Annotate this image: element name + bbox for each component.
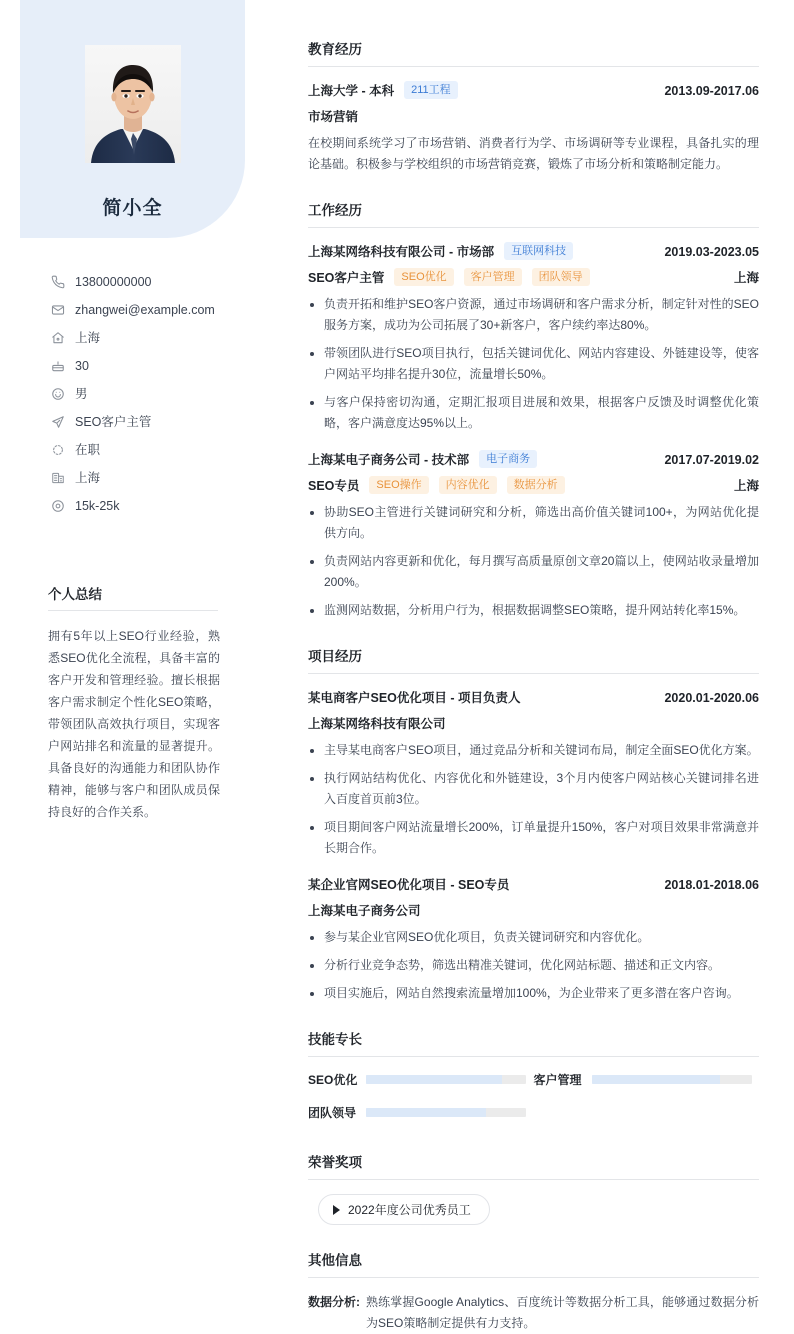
project-bullets <box>308 740 759 859</box>
industry-tag: 电子商务 <box>479 450 537 468</box>
projects-section <box>308 645 759 1004</box>
list-item: 负责开拓和维护SEO客户资源，通过市场调研和客户需求分析，制定针对性的SEO服务方案，成功为公司拓展了30+新客户，客户续约率达80%。 <box>308 294 759 336</box>
skill-label: SEO优化 <box>308 1073 358 1087</box>
work-location: 上海 <box>733 479 759 493</box>
contact-value: 上海 <box>75 330 101 345</box>
list-item: 负责网站内容更新和优化，每月撰写高质量原创文章20篇以上，使网站收录量增加200%。 <box>308 551 759 593</box>
skill-item <box>308 1104 534 1121</box>
entry-left <box>308 81 458 99</box>
education-section <box>308 38 759 175</box>
list-item: 分析行业竞争态势，筛选出精准关键词，优化网站标题、描述和正文内容。 <box>308 955 759 976</box>
section-heading-honors: 荣誉奖项 <box>308 1151 759 1180</box>
status-icon <box>50 443 65 458</box>
section-heading-projects: 项目经历 <box>308 645 759 674</box>
skill-progress-fill <box>592 1075 720 1084</box>
list-item: 项目期间客户网站流量增长200%，订单量提升150%，客户对项目效果非常满意并长期合作。 <box>308 817 759 859</box>
skill-progress-bar <box>366 1108 526 1117</box>
company-name: 上海某电子商务公司 - 技术部 <box>308 453 470 467</box>
entry-position-row <box>308 476 759 494</box>
entry-left <box>308 450 537 468</box>
work-entry <box>308 450 759 621</box>
skill-item <box>534 1071 760 1088</box>
skill-item <box>308 1071 534 1088</box>
skills-grid <box>308 1071 759 1137</box>
summary-heading: 个人总结 <box>48 583 218 611</box>
building-icon <box>50 471 65 486</box>
contact-item-gender <box>50 380 290 408</box>
project-name: 某企业官网SEO优化项目 - SEO专员 <box>308 878 510 892</box>
contact-value: 15k-25k <box>75 498 120 513</box>
contact-value: 30 <box>75 358 89 373</box>
work-location: 上海 <box>733 271 759 285</box>
list-item: 监测网站数据，分析用户行为，根据数据调整SEO策略，提升网站转化率15%。 <box>308 600 759 621</box>
skill-label: 客户管理 <box>533 1073 582 1087</box>
skill-progress-bar <box>592 1075 752 1084</box>
contact-item-email <box>50 296 290 324</box>
skill-progress-bar <box>366 1075 526 1084</box>
contact-value: 上海 <box>75 470 101 485</box>
other-info-value: 熟练掌握Google Analytics、百度统计等数据分析工具，能够通过数据分析为SEO策略制定提供有力支持。 <box>366 1295 759 1330</box>
entry-header-row <box>308 81 759 99</box>
list-item: 协助SEO主管进行关键词研究和分析，筛选出高价值关键词100+，为网站优化提供方向。 <box>308 502 759 544</box>
work-entry <box>308 242 759 434</box>
contact-value: 13800000000 <box>75 274 152 289</box>
work-date: 2019.03-2023.05 <box>664 245 759 259</box>
section-heading-other: 其他信息 <box>308 1249 759 1278</box>
list-item: 执行网站结构优化、内容优化和外链建设，3个月内使客户网站核心关键词排名进入百度首页前3位。 <box>308 768 759 810</box>
list-item: 带领团队进行SEO项目执行，包括关键词优化、网站内容建设、外链建设等，使客户网站平均排名提升30位，流量增长50%。 <box>308 343 759 385</box>
entry-left <box>308 268 590 286</box>
project-entry <box>308 875 759 1004</box>
list-item: 与客户保持密切沟通，定期汇报项目进展和效果，根据客户反馈及时调整优化策略，客户满意度达95%以上。 <box>308 392 759 434</box>
section-heading-education: 教育经历 <box>308 38 759 67</box>
sidebar <box>0 0 290 1334</box>
education-entry <box>308 81 759 175</box>
honors-section <box>308 1151 759 1225</box>
other-info-row <box>308 1292 759 1334</box>
work-bullets <box>308 502 759 621</box>
project-date: 2020.01-2020.06 <box>664 691 759 705</box>
contact-value: zhangwei@example.com <box>75 302 215 317</box>
project-company: 上海某网络科技有限公司 <box>308 717 446 731</box>
portrait-photo-icon <box>85 45 181 163</box>
skill-tag: 内容优化 <box>439 476 497 494</box>
skill-tag: 团队领导 <box>532 268 590 286</box>
skill-tag: SEO操作 <box>369 476 428 494</box>
entry-header-row <box>308 875 759 893</box>
school-name: 上海大学 - 本科 <box>308 84 395 98</box>
contact-item-age <box>50 352 290 380</box>
job-title: SEO客户主管 <box>308 271 385 285</box>
work-section <box>308 199 759 621</box>
entry-left <box>308 242 573 260</box>
main-content <box>290 0 794 1334</box>
job-title: SEO专员 <box>308 479 360 493</box>
coin-icon <box>50 499 65 514</box>
contact-list <box>0 268 290 520</box>
entry-header-row <box>308 450 759 468</box>
education-major: 市场营销 <box>308 110 359 124</box>
cake-icon <box>50 359 65 374</box>
skills-section <box>308 1028 759 1137</box>
paper-plane-icon <box>50 415 65 430</box>
work-bullets <box>308 294 759 434</box>
skill-tag: SEO优化 <box>394 268 453 286</box>
skill-label: 团队领导 <box>308 1106 357 1120</box>
contact-item-status <box>50 436 290 464</box>
other-info-label: 数据分析: <box>308 1295 360 1309</box>
section-heading-work: 工作经历 <box>308 199 759 228</box>
skill-progress-fill <box>366 1075 502 1084</box>
home-icon <box>50 331 65 346</box>
contact-item-phone <box>50 268 290 296</box>
education-description: 在校期间系统学习了市场营销、消费者行为学、市场调研等专业课程，具备扎实的理论基础。积极参与学校组织的市场营销竞赛，锻炼了市场分析和策略制定能力。 <box>308 136 759 171</box>
summary-text: 拥有5年以上SEO行业经验，熟悉SEO优化全流程，具备丰富的客户开发和管理经验。擅长根据客户需求制定个性化SEO策略，带领团队高效执行项目，实现客户网站排名和流量的显著提升。具备良好的沟通能力和团队协作精神，能够与客户和团队成员保持良好的合作关系。 <box>48 629 220 819</box>
envelope-icon <box>50 303 65 318</box>
skill-tag: 客户管理 <box>464 268 522 286</box>
list-item: 项目实施后，网站自然搜索流量增加100%，为企业带来了更多潜在客户咨询。 <box>308 983 759 1004</box>
entry-position-row <box>308 268 759 286</box>
other-info-section <box>308 1249 759 1334</box>
phone-icon <box>50 275 65 290</box>
project-date: 2018.01-2018.06 <box>664 878 759 892</box>
skill-tag: 数据分析 <box>507 476 565 494</box>
industry-tag: 互联网科技 <box>504 242 573 260</box>
project-bullets <box>308 927 759 1004</box>
honors-list <box>308 1194 759 1225</box>
contact-item-position <box>50 408 290 436</box>
avatar <box>85 45 181 163</box>
entry-header-row <box>308 688 759 706</box>
list-item: 参与某企业官网SEO优化项目，负责关键词研究和内容优化。 <box>308 927 759 948</box>
project-entry <box>308 688 759 859</box>
contact-item-hometown <box>50 324 290 352</box>
profile-header-card <box>20 0 245 238</box>
education-date: 2013.09-2017.06 <box>664 84 759 98</box>
skill-progress-fill <box>366 1108 486 1117</box>
education-tag: 211工程 <box>404 81 458 99</box>
gender-icon <box>50 387 65 402</box>
play-triangle-icon <box>333 1205 340 1215</box>
personal-summary-section <box>0 583 290 823</box>
honor-item[interactable] <box>318 1194 490 1225</box>
contact-item-salary <box>50 492 290 520</box>
contact-value: 在职 <box>75 442 101 457</box>
entry-header-row <box>308 242 759 260</box>
list-item: 主导某电商客户SEO项目，通过竞品分析和关键词布局，制定全面SEO优化方案。 <box>308 740 759 761</box>
company-name: 上海某网络科技有限公司 - 市场部 <box>308 245 495 259</box>
project-name: 某电商客户SEO优化项目 - 项目负责人 <box>308 691 521 705</box>
contact-value: 男 <box>75 386 88 401</box>
section-heading-skills: 技能专长 <box>308 1028 759 1057</box>
honor-label: 2022年度公司优秀员工 <box>348 1203 471 1217</box>
page-title: 简小全 <box>102 198 163 219</box>
entry-left <box>308 476 565 494</box>
contact-item-city <box>50 464 290 492</box>
project-company: 上海某电子商务公司 <box>308 904 421 918</box>
work-date: 2017.07-2019.02 <box>664 453 759 467</box>
contact-value: SEO客户主管 <box>75 414 152 429</box>
